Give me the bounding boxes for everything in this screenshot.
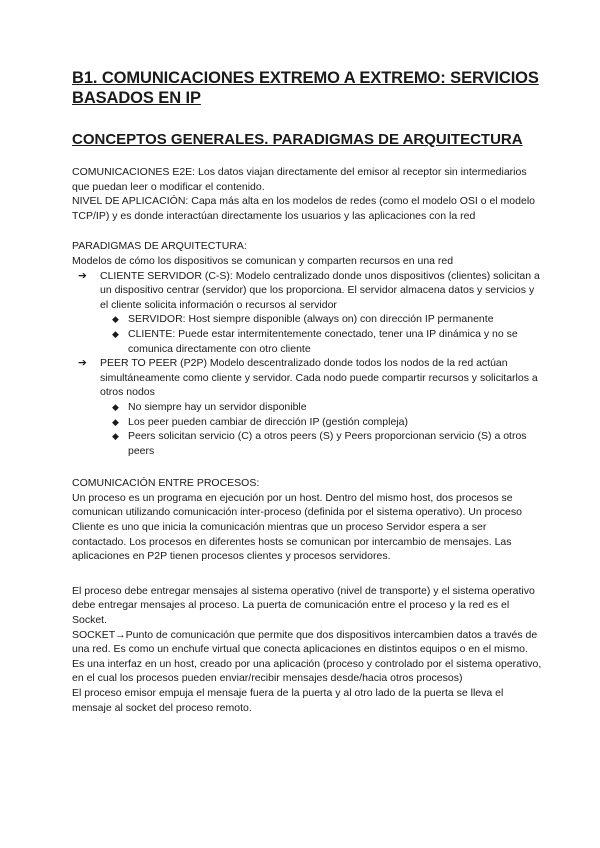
diamond-bullet-icon: ◆ (112, 314, 119, 325)
application-layer-definition: NIVEL DE APLICACIÓN: Capa más alta en los modelos de redes (como el modelo OSI o el modelo TCP/IP) y es donde interactúan directamente los usuarios y las aplicaciones con la red (72, 195, 535, 222)
processes-paragraph-2: El proceso debe entregar mensajes al sistema operativo (nivel de transporte) y el sistema operativo debe entregar mensajes al proceso. La puerta de comunicación entre el proceso y la red es el Socket. (72, 584, 535, 627)
diamond-bullet-icon: ◆ (112, 401, 119, 412)
document-title: B1. COMUNICACIONES EXTREMO A EXTREMO: SERVICIOS BASADOS EN IP (72, 69, 539, 107)
document-page (72, 68, 542, 715)
list-item-text: CLIENTE: Puede estar intermitentemente conectado, tener una IP dinámica y no se comunica directamente con otro cliente (128, 327, 518, 355)
e2e-definition: COMUNICACIONES E2E: Los datos viajan directamente del emisor al receptor sin intermediarios que puedan leer o modificar el contenido. (72, 166, 527, 193)
paradigms-lead: Modelos de cómo los dispositivos se comunican y comparten recursos en una red (72, 254, 454, 267)
diamond-bullet-icon: ◆ (112, 431, 119, 442)
list-item (112, 429, 542, 458)
paradigm-client-server (78, 269, 542, 313)
list-item (112, 327, 542, 356)
list-item-text: No siempre hay un servidor disponible (128, 400, 307, 413)
paradigms-list (78, 269, 542, 459)
processes-paragraph-4: El proceso emisor empuja el mensaje fuera de la puerta y al otro lado de la puerta se lleva el mensaje al socket del proceso remoto. (72, 687, 504, 714)
paradigm-text: CLIENTE SERVIDOR (C-S): Modelo centralizado donde unos dispositivos (clientes) solicitan a un dispositivo centrar (servidor) que los proporciona. El servidor almacena datos y servicios y el cliente solicita información o recursos al servidor (100, 269, 540, 311)
client-server-sublist-wrap (78, 312, 542, 356)
diamond-bullet-icon: ◆ (112, 416, 119, 427)
arrow-bullet-icon: ➔ (78, 269, 87, 282)
section-heading: CONCEPTOS GENERALES. PARADIGMAS DE ARQUITECTURA (72, 131, 523, 148)
paradigm-text: PEER TO PEER (P2P) Modelo descentralizado donde todos los nodos de la red actúan simultáneamente como cliente y servidor. Cada nodo puede compartir recursos y solicitarlos a otros nodos (100, 357, 538, 399)
intro-block (72, 165, 542, 223)
p2p-sublist-wrap (78, 400, 542, 458)
paradigm-peer-to-peer (78, 356, 542, 400)
client-server-sublist (112, 312, 542, 356)
socket-definition: SOCKET→Punto de comunicación que permite que dos dispositivos intercambien datos a través de una red. Es como un enchufe virtual que conecta aplicaciones en distintos equipos o en el mismo. Es una interfaz en un host, creado por una aplicación (proceso y controlado por el sistema operativo, en el cual los procesos pueden enviar/recibir mensajes desde/hacia otros procesos) (72, 628, 542, 685)
p2p-sublist (112, 400, 542, 458)
paradigms-heading: PARADIGMAS DE ARQUITECTURA: (72, 240, 247, 253)
list-item (112, 415, 542, 430)
processes-block (72, 476, 542, 715)
list-item (112, 400, 542, 415)
paradigms-block (72, 239, 542, 458)
list-item (112, 312, 542, 327)
diamond-bullet-icon: ◆ (112, 328, 119, 339)
processes-paragraph-1: Un proceso es un programa en ejecución por un host. Dentro del mismo host, dos procesos se comunican utilizando comunicación inter-proceso (definida por el sistema operativo). Un proceso Cliente es uno que inicia la comunicación mientras que un proceso Servidor espera a ser contactado. Los procesos en diferentes hosts se comunican por intercambio de mensajes. Las aplicaciones en P2P tienen procesos clientes y procesos servidores. (72, 491, 522, 563)
arrow-bullet-icon: ➔ (78, 357, 87, 370)
list-item-text: Los peer pueden cambiar de dirección IP (gestión compleja) (128, 415, 408, 428)
list-item-text: SERVIDOR: Host siempre disponible (always on) con dirección IP permanente (128, 313, 494, 326)
list-item-text: Peers solicitan servicio (C) a otros peers (S) y Peers proporcionan servicio (S) a otros peers (128, 430, 527, 457)
processes-heading: COMUNICACIÓN ENTRE PROCESOS: (72, 477, 260, 490)
